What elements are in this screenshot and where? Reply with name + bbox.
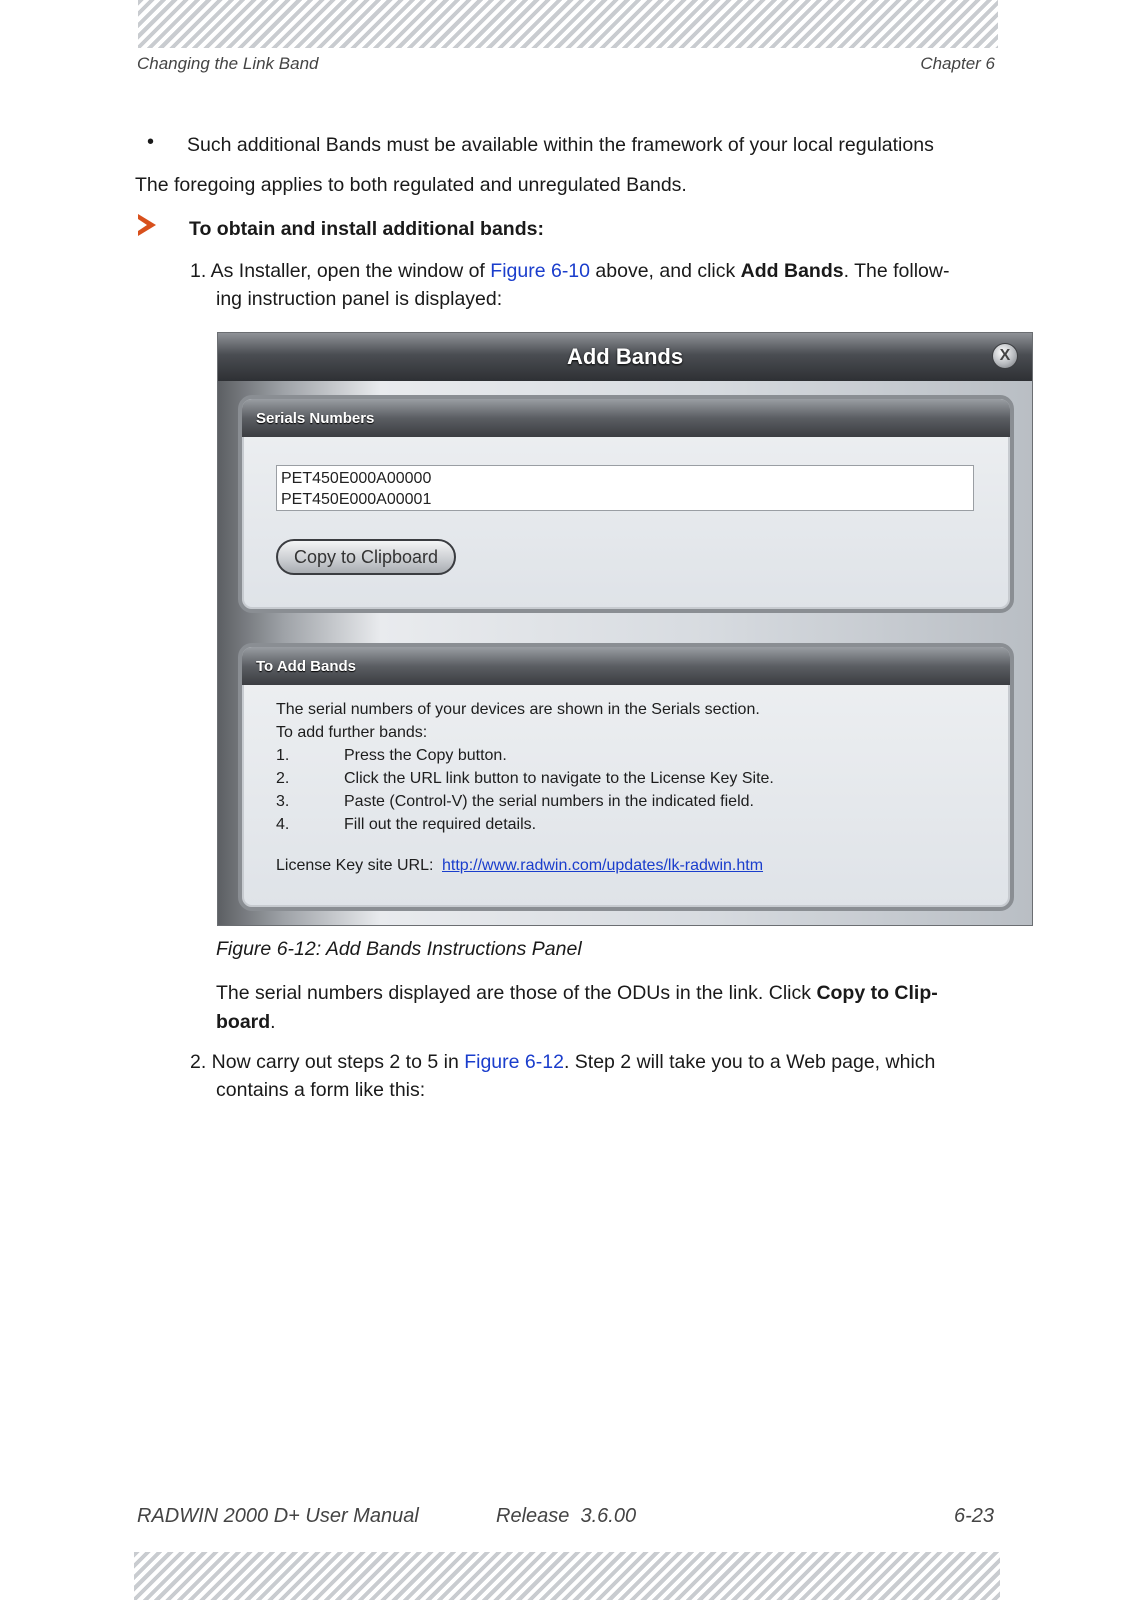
running-header-chapter: Chapter 6: [920, 54, 995, 73]
serial-note-line-1: The serial numbers displayed are those of the ODUs in the link. Click Copy to Clip-: [216, 982, 938, 1004]
step-2-text: 2. Now carry out steps 2 to 5 in Figure 6-12. Step 2 will take you to a Web page, which: [190, 1051, 936, 1073]
bullet-text: Such additional Bands must be available within the framework of your local regulations: [187, 134, 934, 156]
step-2-continuation: contains a form like this:: [216, 1079, 426, 1101]
instruction-step: 4. Fill out the required details.: [276, 816, 537, 833]
figure-6-12-link[interactable]: Figure 6-12: [464, 1051, 564, 1073]
procedure-heading: To obtain and install additional bands:: [189, 218, 544, 240]
instruction-step: 2. Click the URL link button to navigate to the License Key Site.: [276, 770, 774, 787]
serials-panel-title: Serials Numbers: [242, 399, 1010, 437]
figure-6-10-link[interactable]: Figure 6-10: [490, 260, 590, 282]
instructions-intro-1: The serial numbers of your devices are shown in the Serials section.: [276, 701, 760, 718]
footer-release: Release 3.6.00: [496, 1505, 637, 1527]
add-bands-dialog: [217, 332, 1033, 926]
close-icon[interactable]: X: [992, 343, 1018, 369]
step-1-continuation: ing instruction panel is displayed:: [216, 288, 503, 310]
instructions-intro-2: To add further bands:: [276, 724, 428, 741]
foregoing-paragraph: The foregoing applies to both regulated and unregulated Bands.: [135, 174, 687, 196]
serial-number-item: PET450E000A00001: [281, 491, 432, 508]
dialog-titlebar: [218, 333, 1032, 381]
license-key-url-link[interactable]: http://www.radwin.com/updates/lk-radwin.htm: [442, 857, 764, 874]
bullet-icon: •: [147, 131, 155, 153]
footer-page-number: 6-23: [953, 1505, 994, 1527]
running-header-section: Changing the Link Band: [137, 54, 319, 73]
figure-caption: Figure 6-12: Add Bands Instructions Panel: [216, 938, 582, 960]
instructions-panel: [238, 643, 1014, 911]
license-key-url-label: License Key site URL:: [276, 857, 434, 874]
serial-note-line-2: board.: [216, 1011, 276, 1033]
instruction-step: 1. Press the Copy button.: [276, 747, 507, 764]
dialog-title: Add Bands: [566, 344, 684, 369]
footer-manual-title: RADWIN 2000 D+ User Manual: [137, 1505, 419, 1527]
step-1-text: 1. As Installer, open the window of Figure 6-10 above, and click Add Bands. The follow-: [190, 260, 950, 282]
serials-panel: [238, 395, 1014, 613]
copy-to-clipboard-button[interactable]: Copy to Clipboard: [276, 539, 456, 575]
serial-number-item: PET450E000A00000: [281, 470, 432, 487]
procedure-arrow-icon: [138, 214, 156, 236]
footer-hatch-bar: [134, 1552, 1000, 1600]
serial-numbers-list[interactable]: [276, 465, 974, 511]
instruction-step: 3. Paste (Control-V) the serial numbers in the indicated field.: [276, 793, 754, 810]
instructions-panel-title: To Add Bands: [242, 647, 1010, 685]
header-hatch-bar: [138, 0, 998, 48]
